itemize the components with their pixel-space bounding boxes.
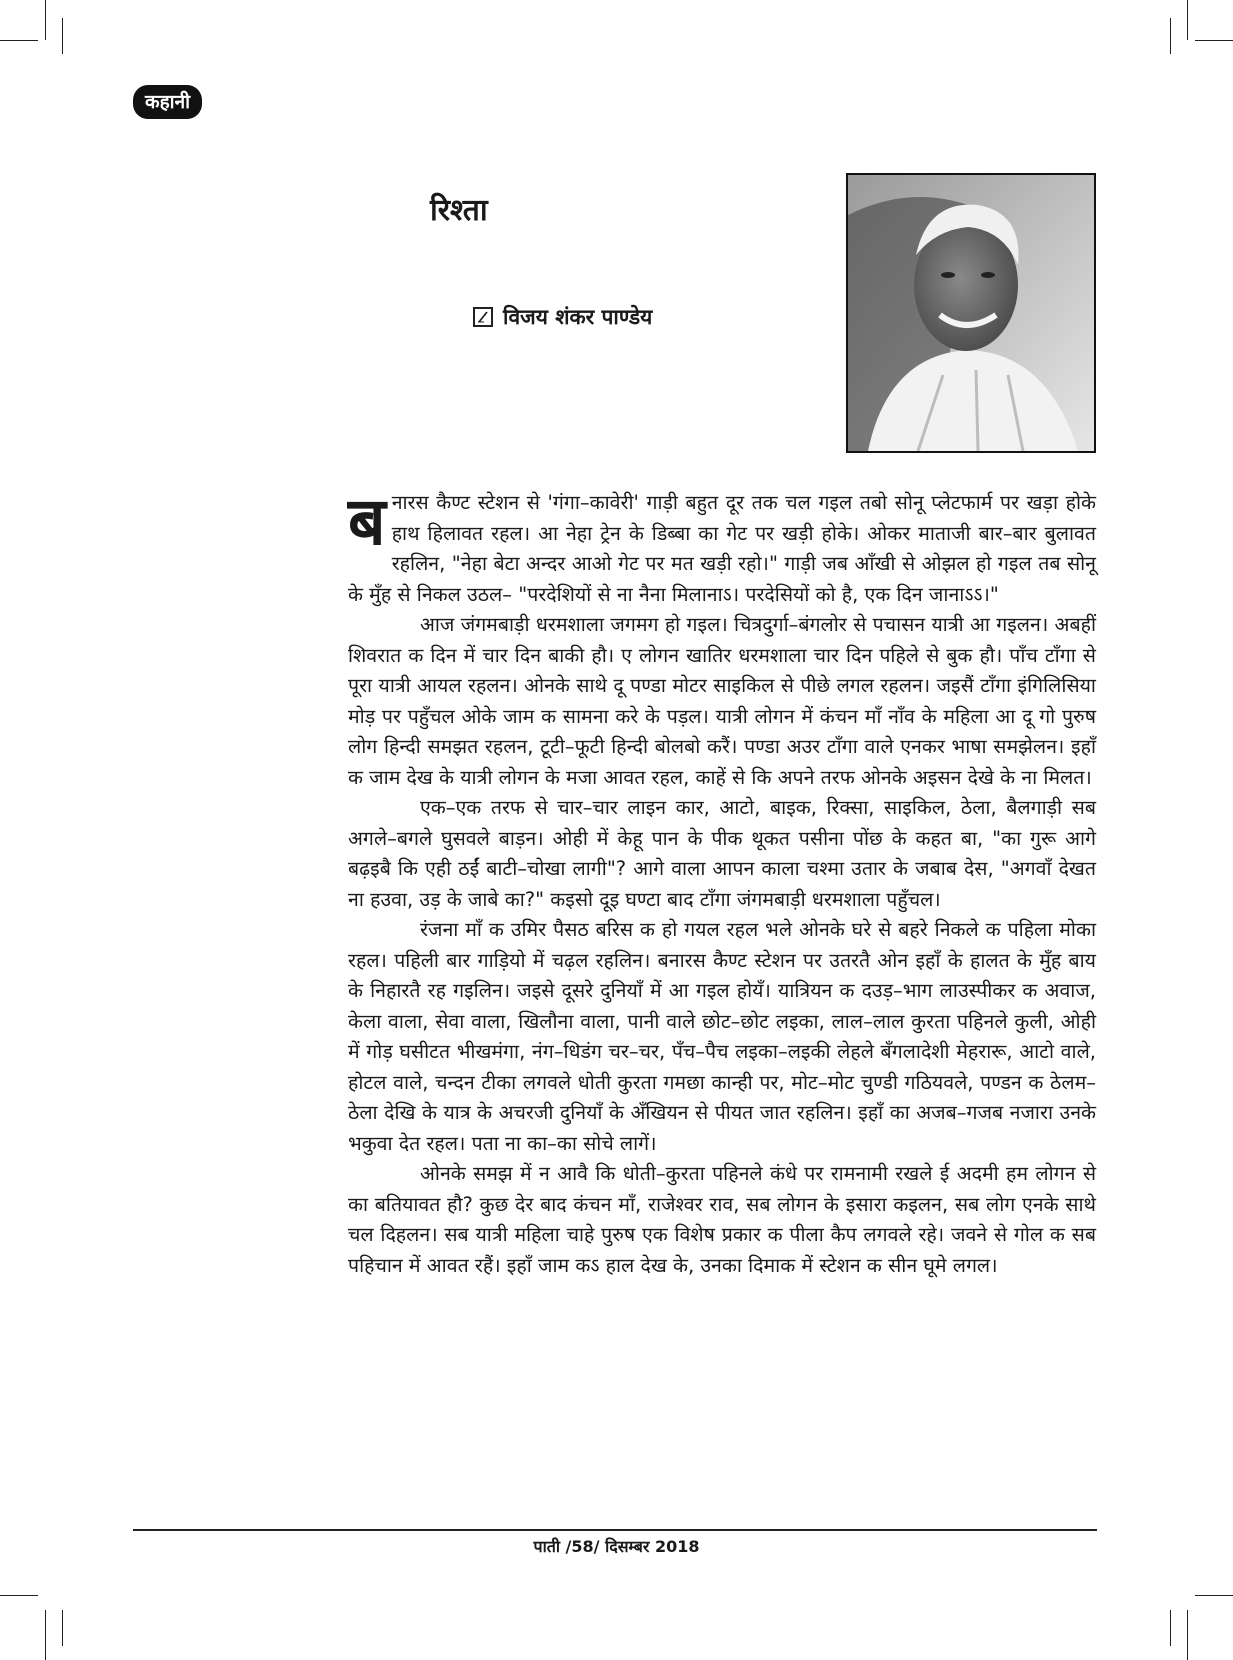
footer-divider [133, 1529, 1097, 1531]
section-label: कहानी [133, 85, 202, 119]
paragraph: एक–एक तरफ से चार–चार लाइन कार, आटो, बाइक, रिक्सा, साइकिल, ठेला, बैलगाड़ी सब अगले–बगले घुसवले बाड़न। ओही में केहू पान के पीक थूकत पसीना पोंछ के कहत बा, "का गुरू आगे बढ़इबै कि एही ठईं बाटी–चोखा लागी"? आगे वाला आपन काला चश्मा उतार के जबाब देस, "अगवाँ देखत ना हउवा, उड़ के जाबे का?" कइसो दूइ घण्टा बाद टाँगा जंगमबाड़ी धरमशाला पहुँचल। [348, 796, 1096, 911]
crop-mark [0, 1595, 38, 1596]
pen-paper-icon [473, 307, 493, 327]
crop-mark [1187, 0, 1188, 40]
crop-mark [1170, 18, 1171, 54]
paragraph-text: नारस कैण्ट स्टेशन से 'गंगा–कावेरी' गाड़ी बहुत दूर तक चल गइल तबो सोनू प्लेटफार्म पर खड़ा होके हाथ हिलावत रहल। आ नेहा ट्रेन के डिब्बा का गेट पर खड़ी होके। ओकर माताजी बार–बार बुलावत रहलिन, "नेहा बेटा अन्दर आओ गेट पर मत खड़ी रहो।" गाड़ी जब आँखी से ओझल हो गइल तब सोनू के मुँह से निकल उठल– "परदेशियों से ना नैना मिलानाऽ। परदेसियों को है, एक दिन जानाऽऽ।" [348, 491, 1096, 606]
page-footer: पाती /58/ दिसम्बर 2018 [533, 1537, 700, 1556]
crop-mark [1170, 1610, 1171, 1646]
story-title: रिश्ता [430, 193, 488, 228]
crop-mark [0, 40, 38, 41]
author-photo [846, 173, 1096, 453]
article-body [348, 483, 1096, 1281]
author-name: विजय शंकर पाण्डेय [503, 305, 653, 329]
crop-mark [62, 1610, 63, 1646]
crop-mark [45, 0, 46, 40]
paragraph: आज जंगमबाड़ी धरमशाला जगमग हो गइल। चित्रदुर्गा–बंगलोर से पचासन यात्री आ गइलन। अबहीं शिवरात क दिन में चार दिन बाकी हौ। ए लोगन खातिर धरमशाला चार दिन पहिले से बुक हौ। पाँच टाँगा से पूरा यात्री आयल रहलन। ओनके साथे दू पण्डा मोटर साइकिल से पीछे लगल रहलन। जइसैं टाँगा इंगिलिसिया मोड़ पर पहुँचल ओके जाम क सामना करे के पड़ल। यात्री लोगन में कंचन माँ नाँव के महिला आ दू गो पुरुष लोग हिन्दी समझत रहलन, टूटी–फूटी हिन्दी बोलबो करैं। पण्डा अउर टाँगा वाले एनकर भाषा समझेलन। इहाँ क जाम देख के यात्री लोगन के मजा आवत रहल, काहें से कि अपने तरफ ओनके अइसन देखे के ना मिलत। [348, 613, 1096, 789]
crop-mark [1195, 40, 1233, 41]
crop-mark [1195, 1595, 1233, 1596]
paragraph: रंजना माँ क उमिर पैसठ बरिस क हो गयल रहल भले ओनके घरे से बहरे निकले क पहिला मोका रहल। पहिली बार गाड़ियो में चढ़ल रहलिन। बनारस कैण्ट स्टेशन पर उतरतै ओन इहाँ के हालत के मुँह बाय के निहारतै रह गइलिन। जइसे दूसरे दुनियाँ में आ गइल होयँ। यात्रियन क दउड़–भाग लाउस्पीकर क अवाज, केला वाला, सेवा वाला, खिलौना वाला, पानी वाले छोट–छोट लइका, लाल–लाल कुरता पहिनले कुली, ओही में गोड़ घसीटत भीखमंगा, नंग–धिडंग चर–चर, पँच–पैच लइका–लइकी लेहले बँगलादेशी मेहरारू, आटो वाले, होटल वाले, चन्दन टीका लगवले धोती कुरता गमछा कान्ही पर, मोट–मोट चुण्डी गठियवले, पण्डन क ठेलम–ठेला देखि के यात्र के अचरजी दुनियाँ के अँखियन से पीयत जात रहलिन। इहाँ का अजब–गजब नजारा उनके भकुवा देत रहल। पता ना का–का सोचे लागें। [348, 918, 1096, 1155]
crop-mark [62, 18, 63, 54]
author-byline [473, 303, 652, 331]
crop-mark [1187, 1610, 1188, 1660]
paragraph: ओनके समझ में न आवै कि धोती–कुरता पहिनले कंधे पर रामनामी रखले ई अदमी हम लोगन से का बतियावत हौ? कुछ देर बाद कंचन माँ, राजेश्वर राव, सब लोगन के इसारा कइलन, सब लोग एनके साथे चल दिहलन। सब यात्री महिला चाहे पुरुष एक विशेष प्रकार क पीला कैप लगवले रहे। जवने से गोल क सब पहिचान में आवत रहैं। इहाँ जाम कऽ हाल देख के, उनका दिमाक में स्टेशन क सीन घूमे लगल। [348, 1162, 1096, 1277]
crop-mark [45, 1610, 46, 1660]
drop-cap: ब [348, 483, 386, 560]
paragraph [348, 483, 1096, 610]
